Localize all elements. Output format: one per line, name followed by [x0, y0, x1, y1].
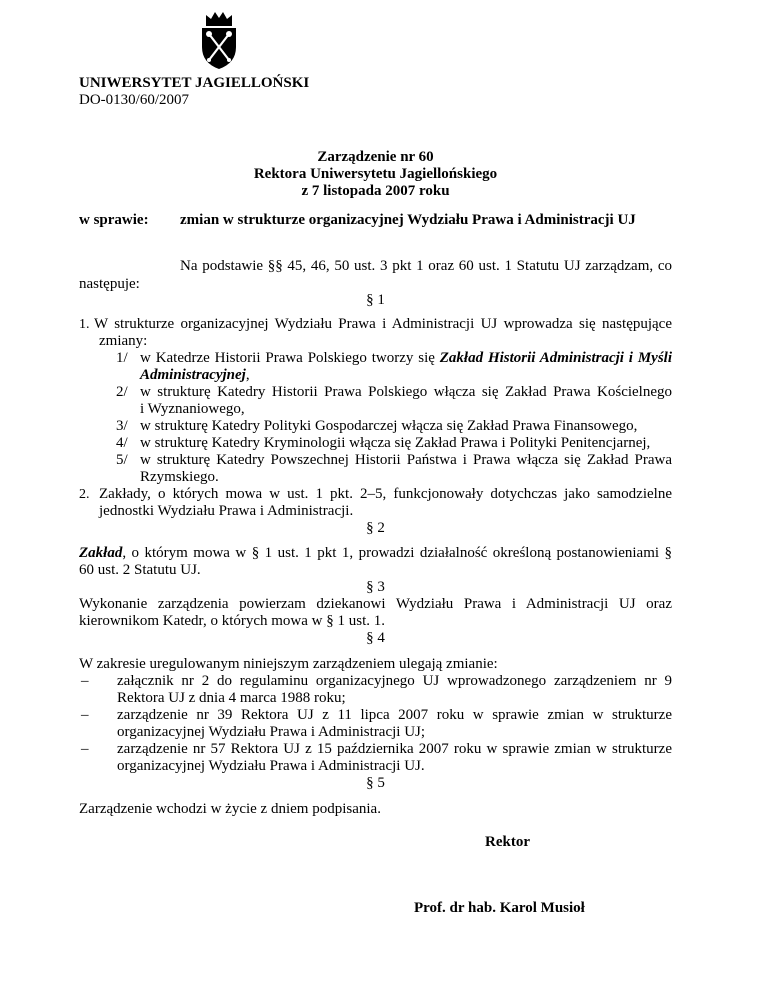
s1-item-4-number: 4/	[116, 435, 128, 451]
s4-bullet-3-dash: –	[81, 741, 89, 757]
legal-basis-line-2: następuje:	[79, 276, 140, 292]
title-line-2: Rektora Uniwersytetu Jagiellońskiego	[253, 166, 498, 182]
s4-bullet-3-line-1: zarządzenie nr 57 Rektora UJ z 15 października 2007 roku w sprawie zmian w strukturze	[117, 741, 672, 757]
s1-item-2-line-1: w strukturę Katedry Historii Prawa Polskiego włącza się Zakład Prawa Kościelnego	[140, 384, 672, 400]
s4-intro: W zakresie uregulowanym niniejszym zarządzeniem ulegają zmianie:	[79, 656, 498, 672]
title-line-3: z 7 listopada 2007 roku	[301, 183, 450, 199]
s2-line-2: 60 ust. 2 Statutu UJ.	[79, 562, 201, 578]
s4-bullet-2-line-2: organizacyjnej Wydziału Prawa i Administracji UJ;	[117, 724, 426, 740]
s1-p2-line-1: Zakłady, o których mowa w ust. 1 pkt. 2–5, funkcjonowały dotychczas jako samodzielne	[99, 486, 672, 502]
university-name: UNIWERSYTET JAGIELLOŃSKI	[79, 75, 310, 91]
subject	[79, 212, 636, 229]
s1-item-1-line-2	[140, 367, 250, 384]
subject-text: zmian w strukturze organizacyjnej Wydziału Prawa i Administracji UJ	[180, 212, 636, 228]
s1-item-3-line-1: w strukturę Katedry Polityki Gospodarczej włącza się Zakład Prawa Finansowego,	[140, 418, 638, 434]
university-crest-icon	[198, 9, 240, 71]
s1-item-5-line-2: Rzymskiego.	[140, 469, 219, 485]
s1-item-1-text: w Katedrze Historii Prawa Polskiego tworzy się	[140, 350, 435, 366]
s4-bullet-2-dash: –	[81, 707, 89, 723]
s1-item-1-number: 1/	[116, 350, 128, 366]
s1-item-1-bold: Zakład Historii Administracji i Myśli	[439, 350, 672, 366]
s4-bullet-2-line-1: zarządzenie nr 39 Rektora UJ z 11 lipca 2007 roku w sprawie zmian w strukturze	[117, 707, 672, 723]
s4-bullet-1-line-1: załącznik nr 2 do regulaminu organizacyjnego UJ wprowadzonego zarządzeniem nr 9	[117, 673, 672, 689]
s1-p1-line-2: zmiany:	[99, 333, 148, 349]
s1-item-2-line-2: i Wyznaniowego,	[140, 401, 245, 417]
s1-item-1-bold-cont: Administracyjnej	[140, 367, 246, 383]
document-number: DO-0130/60/2007	[79, 92, 189, 108]
signature-name: Prof. dr hab. Karol Musioł	[414, 900, 585, 916]
signature-role: Rektor	[485, 834, 530, 850]
section-5-heading: § 5	[366, 775, 385, 791]
s3-line-2: kierownikom Katedr, o których mowa w § 1 ust. 1.	[79, 613, 386, 629]
s1-p2-line-2: jednostki Wydziału Prawa i Administracji.	[99, 503, 354, 519]
legal-basis-line-1: Na podstawie §§ 45, 46, 50 ust. 3 pkt 1 oraz 60 ust. 1 Statutu UJ zarządzam, co	[180, 258, 672, 274]
s1-item-5-number: 5/	[116, 452, 128, 468]
s1-item-5-line-1: w strukturę Katedry Powszechnej Historii Państwa i Prawa włącza się Zakład Prawa	[140, 452, 672, 468]
section-4-heading: § 4	[366, 630, 385, 646]
title-line-1: Zarządzenie nr 60	[317, 149, 434, 165]
s4-bullet-1-dash: –	[81, 673, 89, 689]
s1-item-1-line-1	[140, 350, 672, 367]
document-title	[79, 149, 672, 200]
s1-item-4-line-1: w strukturę Katedry Kryminologii włącza się Zakład Prawa i Polityki Penitencjarnej,	[140, 435, 651, 451]
s3-line-1: Wykonanie zarządzenia powierzam dziekanowi Wydziału Prawa i Administracji UJ oraz	[79, 596, 672, 612]
s4-bullet-1-line-2: Rektora UJ z dnia 4 marca 1988 roku;	[117, 690, 346, 706]
s1-p1-number: 1.	[79, 317, 90, 332]
subject-label: w sprawie:	[79, 212, 149, 228]
s1-item-3-number: 3/	[116, 418, 128, 434]
s2-line-1	[79, 545, 672, 562]
s1-p1-line-1: W strukturze organizacyjnej Wydziału Prawa i Administracji UJ wprowadza się następujące	[94, 316, 672, 332]
s1-item-1-comma: ,	[245, 367, 250, 383]
section-2-heading: § 2	[366, 520, 385, 536]
s2-line-1-text: , o którym mowa w § 1 ust. 1 pkt 1, prowadzi działalność określoną postanowieniami §	[122, 545, 672, 561]
s4-bullet-3-line-2: organizacyjnej Wydziału Prawa i Administracji UJ.	[117, 758, 425, 774]
s5-text: Zarządzenie wchodzi w życie z dniem podpisania.	[79, 801, 381, 817]
s2-bold-term: Zakład	[79, 545, 123, 561]
s1-item-2-number: 2/	[116, 384, 128, 400]
s1-p2-number: 2.	[79, 487, 90, 502]
section-1-heading: § 1	[366, 292, 385, 308]
section-3-heading: § 3	[366, 579, 385, 595]
